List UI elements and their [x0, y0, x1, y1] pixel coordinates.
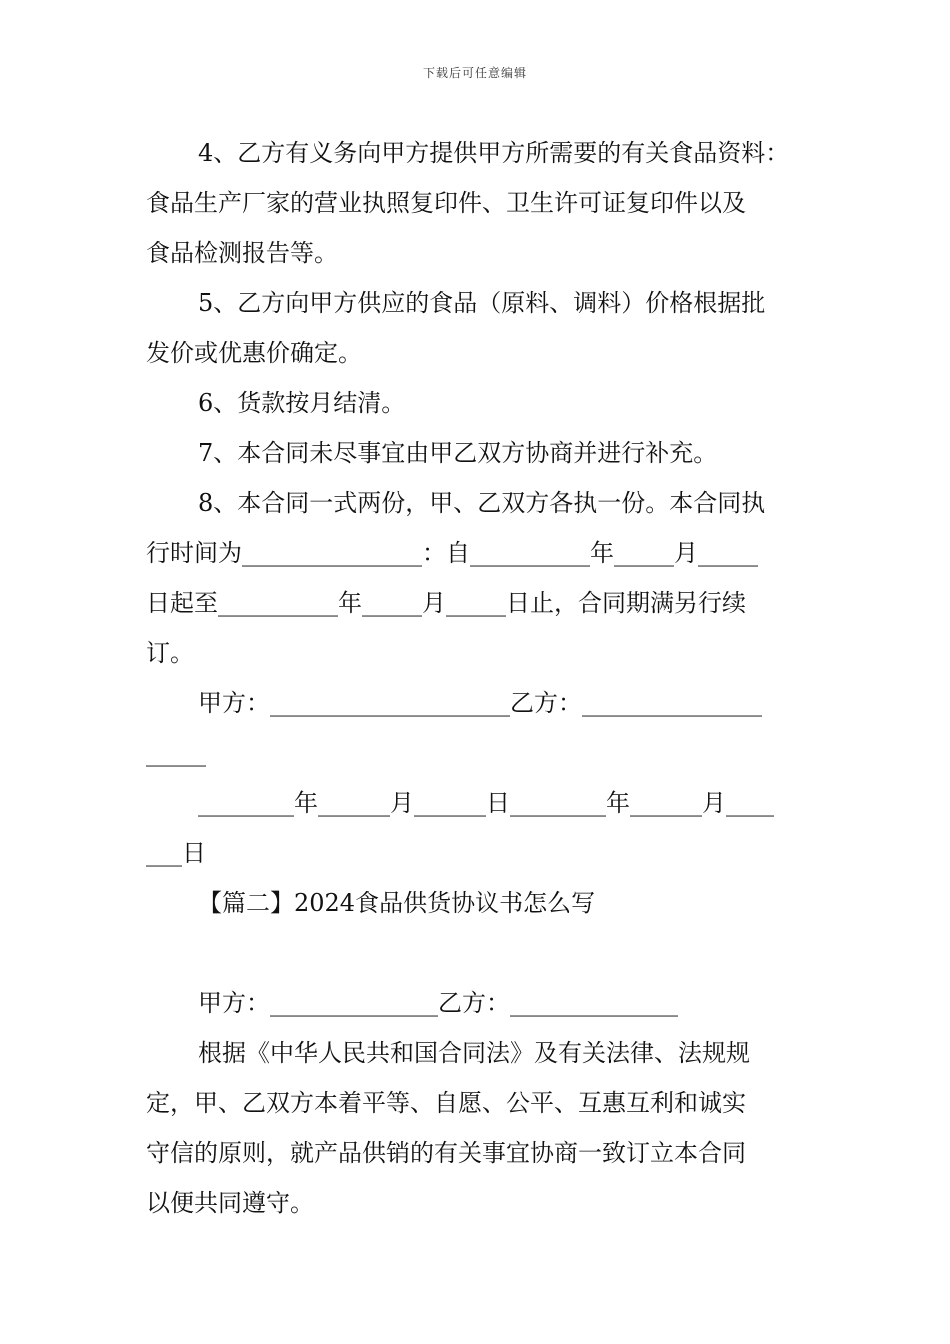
text-line: 食品生产厂家的营业执照复印件、卫生许可证复印件以及 [146, 189, 746, 217]
signature-line: 甲方：____________________乙方：_______________ [198, 689, 762, 717]
text-line: 6、货款按月结清。 [198, 389, 406, 417]
blank-line [146, 928, 811, 978]
party-line [146, 978, 811, 1028]
clause-6 [146, 378, 811, 428]
text-line: 守信的原则，就产品供销的有关事宜协商一致订立本合同 [146, 1139, 746, 1167]
signature-block [146, 678, 811, 778]
text-line: 行时间为_______________：自__________年_____月_____ [146, 539, 758, 567]
text-line: 日起至__________年_____月_____日止，合同期满另行续 [146, 589, 746, 617]
document-body [146, 128, 811, 1228]
party-fields: 甲方：______________乙方：______________ [198, 989, 678, 1017]
section-title: 【篇二】2024食品供货协议书怎么写 [198, 889, 596, 917]
section-heading [146, 878, 811, 928]
text-line: 发价或优惠价确定。 [146, 339, 362, 367]
page-header: 下载后可任意编辑 [422, 66, 527, 80]
text-line: 5、乙方向甲方供应的食品（原料、调料）价格根据批 [198, 289, 766, 317]
preamble-paragraph [146, 1028, 811, 1228]
date-line: ________年______月______日________年______月____ [198, 789, 774, 817]
text-line: 8、本合同一式两份，甲、乙双方各执一份。本合同执 [198, 489, 766, 517]
date-line: ___日 [146, 839, 206, 867]
text-line: 订。 [146, 639, 194, 667]
text-line: 根据《中华人民共和国合同法》及有关法律、法规规 [198, 1039, 750, 1067]
text-line: 7、本合同未尽事宜由甲乙双方协商并进行补充。 [198, 439, 718, 467]
text-line: 以便共同遵守。 [146, 1189, 314, 1217]
text-line: 食品检测报告等。 [146, 239, 338, 267]
text-line: 4、乙方有义务向甲方提供甲方所需要的有关食品资料： [198, 139, 790, 167]
clause-8 [146, 478, 811, 678]
date-block [146, 778, 811, 878]
text-line: 定，甲、乙双方本着平等、自愿、公平、互惠互利和诚实 [146, 1089, 746, 1117]
signature-line: _____ [146, 739, 206, 767]
clause-4 [146, 128, 811, 278]
clause-7 [146, 428, 811, 478]
clause-5 [146, 278, 811, 378]
